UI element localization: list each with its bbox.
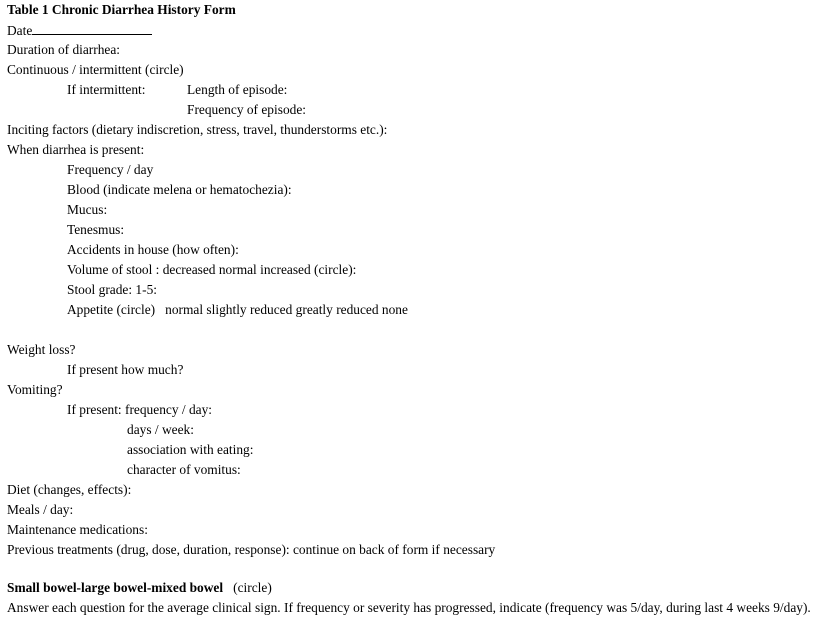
bowel-heading: Small bowel-large bowel-mixed bowel <box>7 580 224 595</box>
if-present-much-label: If present how much? <box>67 362 184 377</box>
days-week-label: days / week: <box>127 422 194 437</box>
volume-label: Volume of stool : decreased normal increased (circle): <box>67 262 357 277</box>
bowel-row <box>7 580 272 596</box>
weight-loss-label: Weight loss? <box>7 342 76 357</box>
frequency-day-label: Frequency / day <box>67 162 154 177</box>
inciting-factors-label: Inciting factors (dietary indiscretion, stress, travel, thunderstorms etc.): <box>7 122 388 137</box>
date-blank[interactable] <box>32 22 152 35</box>
instructions-text: Answer each question for the average clinical sign. If frequency or severity has progressed, indicate (frequency was 5/day, during last 4 weeks 9/day). <box>7 600 811 615</box>
character-vomitus-label: character of vomitus: <box>127 462 241 477</box>
tenesmus-label: Tenesmus: <box>67 222 125 237</box>
previous-treatments-label: Previous treatments (drug, dose, duration, response): continue on back of form if necessary <box>7 542 496 557</box>
form-title: Table 1 Chronic Diarrhea History Form <box>7 2 236 17</box>
association-eating-label: association with eating: <box>127 442 254 457</box>
duration-label: Duration of diarrhea: <box>7 42 121 57</box>
date-label: Date <box>7 23 33 38</box>
appetite-label: Appetite (circle) normal slightly reduced greatly reduced none <box>67 302 408 317</box>
accidents-label: Accidents in house (how often): <box>67 242 239 257</box>
meals-label: Meals / day: <box>7 502 74 517</box>
length-episode-label: Length of episode: <box>187 82 288 97</box>
date-row <box>7 22 152 39</box>
if-intermittent-label: If intermittent: <box>67 82 146 97</box>
maintenance-label: Maintenance medications: <box>7 522 148 537</box>
blood-label: Blood (indicate melena or hematochezia): <box>67 182 292 197</box>
if-present-frequency-label: If present: frequency / day: <box>67 402 213 417</box>
bowel-circle-note: (circle) <box>233 580 272 595</box>
frequency-episode-label: Frequency of episode: <box>187 102 306 117</box>
continuous-label: Continuous / intermittent (circle) <box>7 62 184 77</box>
vomiting-label: Vomiting? <box>7 382 63 397</box>
when-present-label: When diarrhea is present: <box>7 142 145 157</box>
diet-label: Diet (changes, effects): <box>7 482 132 497</box>
stool-grade-label: Stool grade: 1-5: <box>67 282 158 297</box>
mucus-label: Mucus: <box>67 202 108 217</box>
